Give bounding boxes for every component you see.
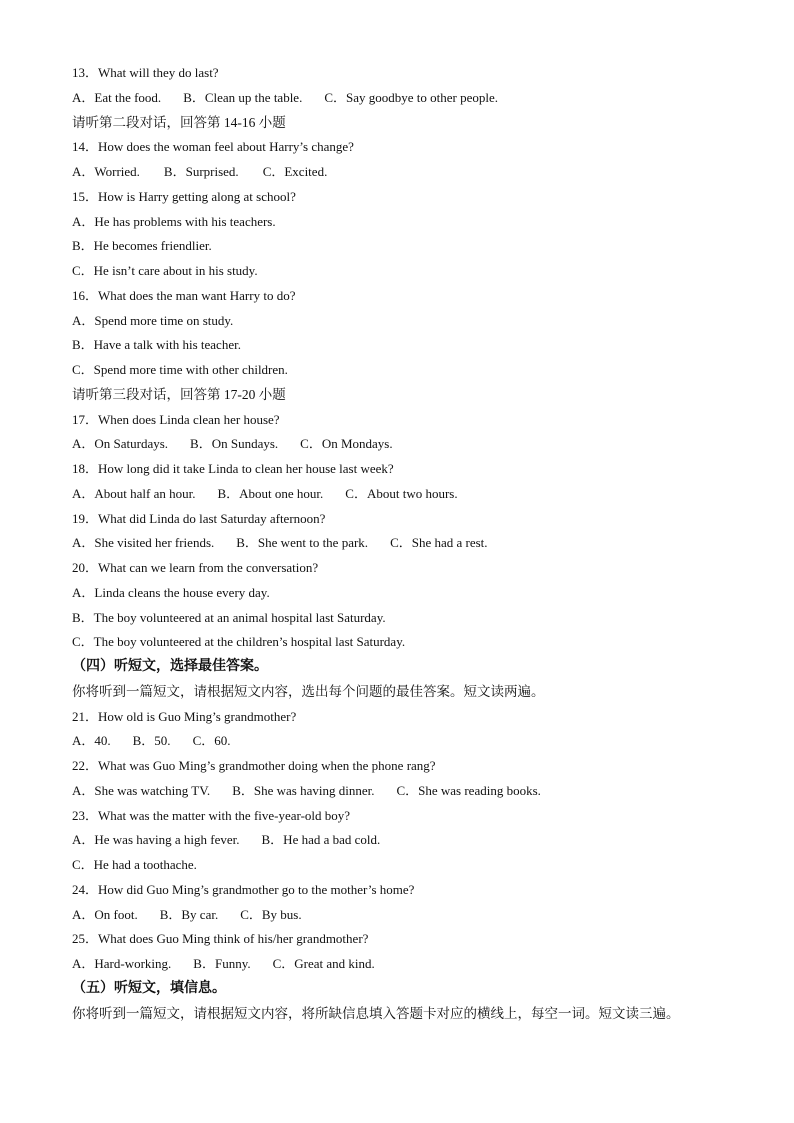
question-14: 14．How does the woman feel about Harry’s change? [72,139,354,155]
options-23 [72,828,752,853]
options-18 [72,482,752,507]
option-a: A．About half an hour. [72,485,196,501]
question-20: 20．What can we learn from the conversation? [72,560,319,575]
option-c: C．He had a toothache. [72,857,197,872]
section-heading: （五）听短文，填信息。 [72,980,226,996]
option-a: A．Worried. [72,164,140,179]
options-13 [72,86,752,111]
option-b: B．The boy volunteered at an animal hospital last Saturday. [72,609,386,625]
option-a: A．He was having a high fever. [72,832,240,848]
options-19 [72,531,752,556]
option-b: B．About one hour. [217,485,324,501]
option-b: B．She went to the park. [236,535,369,551]
option-b: B．She was having dinner. [232,782,375,798]
option-a: A．She was watching TV. [72,782,211,798]
option-b: B．He had a bad cold. [261,832,381,848]
option-b: B．Funny. [193,956,251,971]
question-13: 13．What will they do last? [72,65,219,80]
option-c: C．She had a rest. [390,535,488,551]
option-c: C．Say goodbye to other people. [324,89,498,105]
option-c: C．The boy volunteered at the children’s hospital last Saturday. [72,634,406,650]
option-b: B．Have a talk with his teacher. [72,337,241,353]
option-c: C．She was reading books. [396,782,541,798]
section-instruction: 请听第二段对话，回答第 14-16 小题 [72,114,286,130]
option-c: C．Spend more time with other children. [72,362,288,377]
option-a: A．Hard-working. [72,956,172,971]
option-a: A．He has problems with his teachers. [72,213,276,229]
question-23: 23．What was the matter with the five-year-old boy? [72,807,351,823]
option-c: C．On Mondays. [300,436,393,452]
option-b: B．On Sundays. [190,436,279,452]
option-a: A．She visited her friends. [72,535,215,551]
options-22 [72,779,752,804]
option-b: B．Clean up the table. [183,89,303,105]
option-b: B．50. [132,733,171,749]
section-instruction: 请听第三段对话，回答第 17-20 小题 [72,386,286,402]
option-a: A．On Saturdays. [72,436,169,452]
option-a: A．On foot. [72,906,138,922]
options-21 [72,729,752,754]
question-18: 18．How long did it take Linda to clean her house last week? [72,461,394,476]
question-25: 25．What does Guo Ming think of his/her grandmother? [72,931,369,947]
option-c: C．60. [192,733,231,749]
section-instruction: 你将听到一篇短文，请根据短文内容，将所缺信息填入答题卡对应的横线上，每空一词。短文读三遍。 [72,1005,680,1021]
options-25 [72,952,752,977]
option-c: C．About two hours. [345,485,458,501]
question-24: 24．How did Guo Ming’s grandmother go to the mother’s home? [72,881,415,897]
option-b: B．He becomes friendlier. [72,238,212,254]
document-page [72,61,752,1026]
option-a: A．Linda cleans the house every day. [72,584,270,600]
options-24 [72,903,752,928]
question-15: 15．How is Harry getting along at school? [72,188,296,204]
option-a: A．Spend more time on study. [72,312,234,328]
option-c: C．He isn’t care about in his study. [72,263,258,278]
question-17: 17．When does Linda clean her house? [72,411,280,427]
option-c: C．By bus. [240,906,302,922]
section-heading: （四）听短文，选择最佳答案。 [72,659,268,674]
options-17 [72,432,752,457]
option-a: A．40. [72,733,111,749]
question-22: 22．What was Guo Ming’s grandmother doing when the phone rang? [72,758,436,773]
option-c: C．Great and kind. [272,956,375,971]
options-14 [72,160,752,185]
section-instruction: 你将听到一篇短文，请根据短文内容，选出每个问题的最佳答案。短文读两遍。 [72,683,545,699]
question-19: 19．What did Linda do last Saturday afternoon? [72,510,326,526]
question-16: 16．What does the man want Harry to do? [72,287,296,303]
option-a: A．Eat the food. [72,89,162,105]
question-21: 21．How old is Guo Ming’s grandmother? [72,708,297,724]
option-b: B．Surprised. [163,164,239,179]
option-c: C．Excited. [262,164,328,179]
option-b: B．By car. [159,906,219,922]
